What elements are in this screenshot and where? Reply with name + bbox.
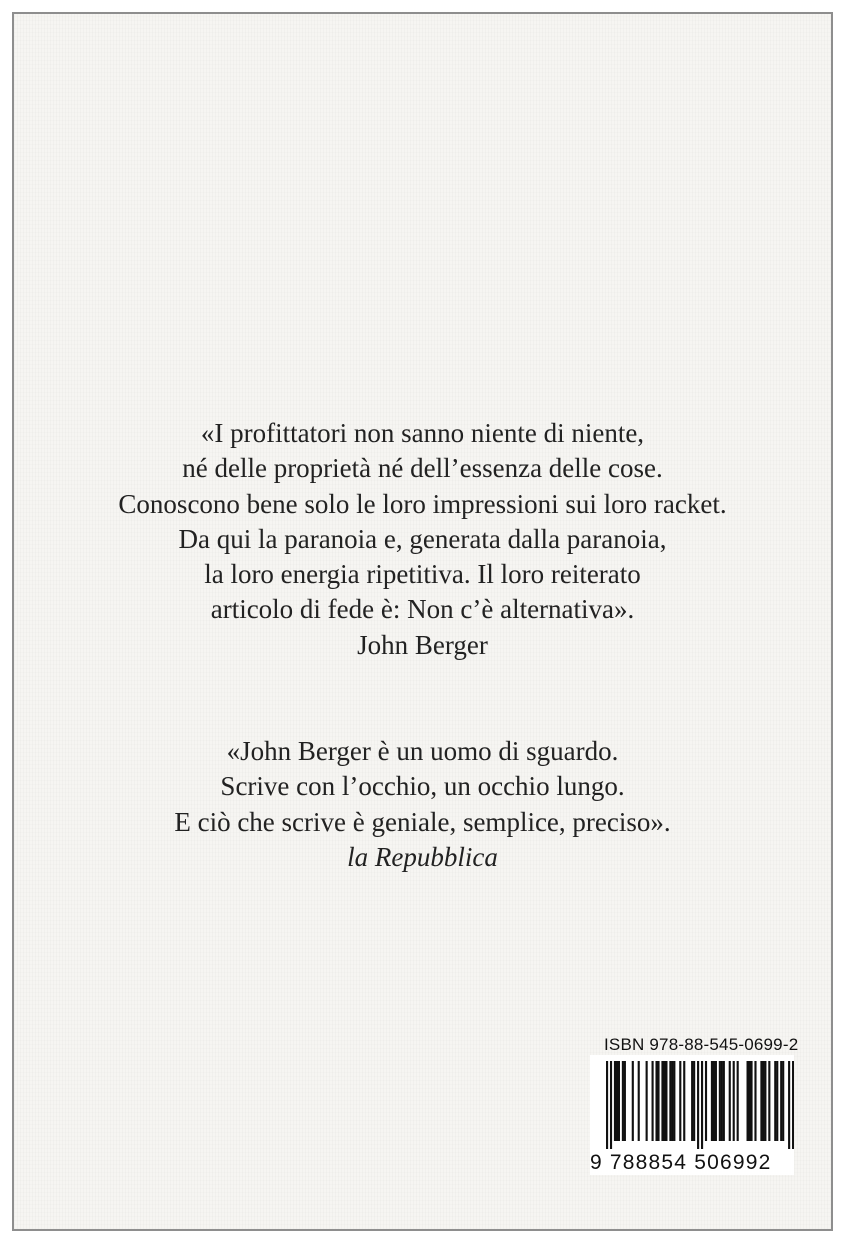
quote-line: «I profittatori non sanno niente di niente, <box>200 418 645 448</box>
quote-line: la loro energia ripetitiva. Il loro reiterato <box>204 559 641 590</box>
quote-line: Da qui la paranoia e, generata dalla paranoia, <box>178 523 667 554</box>
barcode-bar <box>606 1061 608 1149</box>
barcode-bar <box>780 1061 782 1141</box>
barcode-bar <box>610 1061 612 1149</box>
barcode-bar <box>760 1061 762 1141</box>
barcode-icon <box>606 1061 794 1149</box>
barcode-bar <box>723 1061 725 1141</box>
barcode-bar <box>782 1061 784 1141</box>
quote-line: Conoscono bene solo le loro impressioni sui loro racket. <box>118 488 727 519</box>
quote-line: E ciò che scrive è geniale, semplice, preciso». <box>174 806 671 837</box>
barcode-bar <box>683 1061 685 1141</box>
quote-line: «John Berger è un uomo di sguardo. <box>226 736 619 766</box>
barcode-bar <box>693 1061 695 1141</box>
barcode-bar <box>618 1061 620 1141</box>
barcode-bar <box>646 1061 648 1141</box>
barcode-bar <box>748 1061 750 1141</box>
barcode-bar <box>764 1061 766 1141</box>
quote-line: né delle proprietà né dell’essenza delle cose. <box>182 453 663 484</box>
barcode-bar <box>719 1061 721 1141</box>
barcode-bar <box>729 1061 731 1141</box>
barcode-bar <box>768 1061 770 1141</box>
barcode-bar <box>792 1061 794 1149</box>
barcode-bar <box>624 1061 626 1141</box>
quote-attribution: John Berger <box>357 629 488 660</box>
barcode-bar <box>673 1061 675 1141</box>
barcode-bar <box>622 1061 624 1141</box>
barcode-bar <box>705 1061 707 1141</box>
barcode-bar <box>632 1061 634 1141</box>
barcode-bar <box>679 1061 681 1141</box>
barcode-bar <box>721 1061 723 1141</box>
barcode-bar <box>697 1061 699 1149</box>
quote-line: Scrive con l’occhio, un occhio lungo. <box>220 771 625 802</box>
isbn-label: ISBN 978-88-545-0699-2 <box>604 1035 799 1054</box>
barcode-bar <box>747 1061 749 1141</box>
barcode-bar <box>665 1061 667 1141</box>
barcode-bar <box>713 1061 715 1141</box>
barcode-bar <box>774 1061 776 1141</box>
barcode-bar <box>614 1061 616 1141</box>
barcode-bar <box>715 1061 717 1141</box>
barcode-bar <box>652 1061 654 1141</box>
quote-berger <box>14 416 831 663</box>
barcode-bar <box>737 1061 739 1141</box>
barcode-bar <box>754 1061 756 1141</box>
barcode-bar <box>711 1061 713 1141</box>
book-back-cover <box>12 12 833 1231</box>
barcode-digits: 9 788854 506992 <box>590 1151 772 1174</box>
isbn-barcode <box>590 1055 794 1175</box>
barcode-bar <box>669 1061 671 1141</box>
quote-line: articolo di fede è: Non c’è alternativa». <box>210 594 635 625</box>
barcode-bar <box>691 1061 693 1141</box>
barcode-bar <box>788 1061 790 1149</box>
barcode-bar <box>762 1061 764 1141</box>
barcode-bar <box>661 1061 663 1141</box>
barcode-bar <box>776 1061 778 1141</box>
barcode-bar <box>616 1061 618 1141</box>
barcode-bar <box>701 1061 703 1149</box>
barcode-bar <box>663 1061 665 1141</box>
quote-attribution: la Repubblica <box>347 841 498 872</box>
barcode-bar <box>655 1061 657 1141</box>
barcode-bar <box>657 1061 659 1141</box>
barcode-bar <box>750 1061 752 1141</box>
quote-repubblica <box>14 734 831 875</box>
barcode-bar <box>733 1061 735 1141</box>
barcode-bar <box>671 1061 673 1141</box>
barcode-bar <box>638 1061 640 1141</box>
